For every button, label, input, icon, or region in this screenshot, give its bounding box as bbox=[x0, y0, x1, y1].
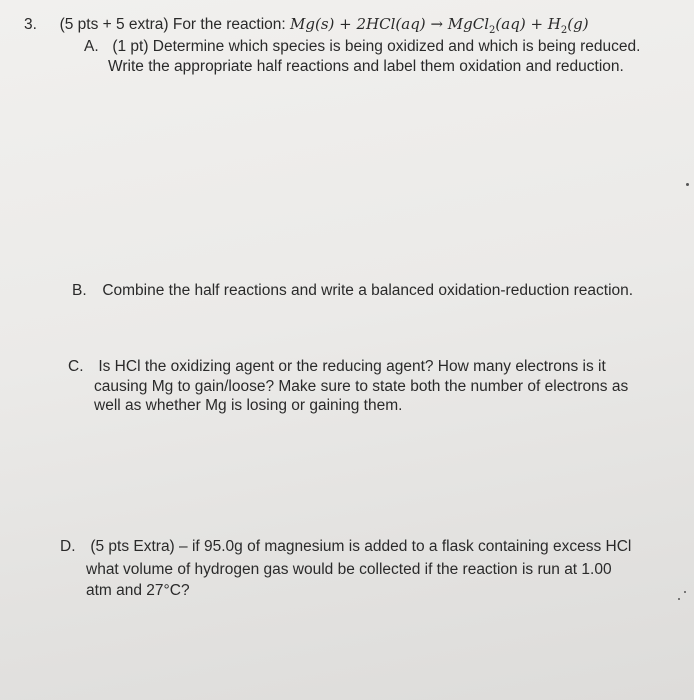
part-d-line-2 bbox=[86, 560, 612, 580]
part-d-text-2: what volume of hydrogen gas would be collected if the reaction is run at 1.00 bbox=[86, 561, 612, 578]
question-header-text: (5 pts + 5 extra) For the reaction: bbox=[59, 16, 286, 33]
paper-speck bbox=[686, 183, 689, 186]
part-c-text-2: causing Mg to gain/loose? Make sure to state both the number of electrons as bbox=[94, 378, 629, 395]
reaction-equation: Mg(s) + 2HCl(aq) → MgCl$_2$(aq) + $H_2(g)$ bbox=[290, 15, 589, 36]
paper-speck bbox=[678, 598, 680, 600]
part-a-line-2 bbox=[108, 57, 624, 77]
part-d-line-1 bbox=[60, 537, 631, 557]
part-c-text-3: well as whether Mg is losing or gaining them. bbox=[94, 397, 403, 414]
part-d-line-3 bbox=[86, 581, 190, 601]
part-c-line-1 bbox=[68, 357, 606, 377]
part-b-label: B. bbox=[72, 282, 87, 299]
reaction-arrow: → bbox=[430, 15, 444, 33]
part-c-label: C. bbox=[68, 358, 84, 375]
question-number: 3. bbox=[24, 16, 37, 33]
part-d-text-1: (5 pts Extra) – if 95.0g of magnesium is added to a flask containing excess HCl bbox=[90, 538, 632, 555]
part-a-label: A. bbox=[84, 38, 99, 55]
part-c-line-3 bbox=[94, 396, 402, 416]
part-c-text-1: Is HCl the oxidizing agent or the reducing agent? How many electrons is it bbox=[98, 358, 606, 375]
part-b-text-1: Combine the half reactions and write a balanced oxidation-reduction reaction. bbox=[102, 282, 634, 299]
part-d-label: D. bbox=[60, 538, 76, 555]
part-a-line-1 bbox=[84, 37, 640, 57]
paper-speck bbox=[684, 591, 686, 593]
part-c-line-2 bbox=[94, 377, 628, 397]
part-b-line-1 bbox=[72, 281, 633, 301]
part-a-text-1: (1 pt) Determine which species is being oxidized and which is being reduced. bbox=[112, 38, 641, 55]
part-d-text-3: atm and 27°C? bbox=[86, 582, 190, 599]
part-a-text-2: Write the appropriate half reactions and label them oxidation and reduction. bbox=[108, 58, 624, 75]
